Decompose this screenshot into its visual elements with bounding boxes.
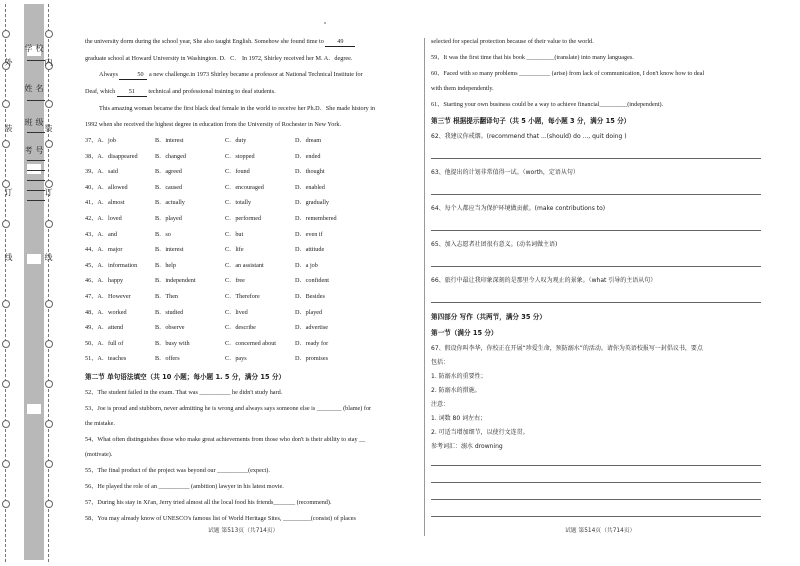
binding-hole <box>45 380 53 388</box>
option[interactable]: B．offers <box>155 355 180 363</box>
option[interactable]: 46、A．happy <box>85 277 124 285</box>
writing-prompt: 注意： <box>431 401 450 408</box>
option[interactable]: B．busy with <box>155 339 190 347</box>
option[interactable]: 43、A．and <box>85 230 117 238</box>
binding-hole <box>45 460 53 468</box>
option[interactable]: 51、A．teaches <box>85 355 127 363</box>
option[interactable]: B．actually <box>155 199 185 207</box>
exam-number-box <box>27 180 45 181</box>
option[interactable]: 47、A．However <box>85 292 131 300</box>
passage-line: graduate school at Howard University in Washington. D．C． In 1972, Shirley received her M. A．degree. <box>85 55 353 62</box>
binding-hole <box>2 100 10 108</box>
left-column <box>85 38 417 531</box>
binding-hole <box>45 30 53 38</box>
class-label: 班 <box>24 118 33 127</box>
option[interactable]: B．independent <box>155 277 196 285</box>
writing-prompt: 67、假设你叫李华，你校正在开展“珍爱生命，预防溺水”的活动。请你为英语校报写一封倡议书，要点 <box>431 345 703 352</box>
strip-label-inner: 订 <box>44 188 53 197</box>
writing-prompt: 参考词汇：溺水 drowning <box>431 443 503 450</box>
page-dot <box>324 22 326 24</box>
option[interactable]: B．interest <box>155 137 184 144</box>
name-label: 姓 <box>24 84 33 93</box>
binding-hole <box>2 220 10 228</box>
question: selected for special protection because of their value to the world. <box>431 38 594 45</box>
question: 59、It was the first time that his book _________(translate) into many languages. <box>431 54 634 61</box>
option[interactable]: C．totally <box>225 199 252 207</box>
option[interactable]: B．Then <box>155 292 179 300</box>
binding-hole <box>45 500 53 508</box>
option[interactable]: 49、A．attend <box>85 324 124 332</box>
passage <box>85 38 417 129</box>
passage-line: Always 50 a new challenge.in 1973 Shirley became a professor at National Technical Institute for <box>99 71 363 78</box>
column-divider <box>424 38 425 536</box>
part4-title: 第四部分 写作（共两节，满分 35 分） <box>431 313 546 321</box>
binding-hole <box>2 300 10 308</box>
option[interactable]: 37、A．job <box>85 137 116 144</box>
option-row <box>85 340 417 356</box>
option-row <box>85 246 417 262</box>
section3-title: 第三节 根据提示翻译句子（共 5 小题，每小题 3 分，满分 15 分） <box>431 117 631 125</box>
option[interactable]: B．studied <box>155 308 184 316</box>
question: (motivate). <box>85 450 113 458</box>
strip-label-outer: 外 <box>4 58 13 67</box>
strip-label-inner: 装 <box>44 124 53 133</box>
writing-line[interactable] <box>431 474 761 483</box>
option[interactable]: B．interest <box>155 246 184 254</box>
option-row <box>85 153 417 169</box>
option[interactable]: D．played <box>295 308 323 316</box>
option-row <box>85 199 417 215</box>
blank-50[interactable]: 50 <box>119 71 147 80</box>
writing-line[interactable] <box>431 508 761 517</box>
option[interactable]: D．advertise <box>295 324 328 332</box>
answer-line[interactable] <box>431 255 761 267</box>
exam-number-label: 号 <box>35 146 44 155</box>
binding-hole <box>2 500 10 508</box>
writing-prompt: 2. 防溺水的措施。 <box>431 387 481 394</box>
name-field[interactable] <box>27 100 45 101</box>
translation-question: 62、我建议你戒烟。(recommend that ...(should) do ..., quit doing ) <box>431 133 627 140</box>
question: 58、You may already know of UNESCO's famous list of World Heritage Sites, _________(consist) of places <box>85 514 356 522</box>
page-footer-left: 试题 第513页（共714页） <box>208 528 279 534</box>
exam-number-field[interactable] <box>27 160 45 161</box>
blank-51[interactable]: 51 <box>117 88 147 97</box>
school-label: 学 <box>24 44 33 53</box>
option[interactable]: C．Therefore <box>225 292 260 300</box>
option[interactable]: C．duty <box>225 137 247 144</box>
passage-line: Deaf, which 51 technical and professional training to deaf students. <box>85 88 276 95</box>
option[interactable]: C．encouraged <box>225 183 264 191</box>
option[interactable]: B．so <box>155 230 171 238</box>
option-row <box>85 231 417 247</box>
binding-hole <box>45 100 53 108</box>
option[interactable]: C．stopped <box>225 152 255 160</box>
strip-label-outer: 装 <box>4 124 13 133</box>
binding-hole <box>45 340 53 348</box>
option[interactable]: D．confident <box>295 277 330 285</box>
writing-prompt: 1. 词数 80 词左右； <box>431 415 487 422</box>
option[interactable]: D．remembered <box>295 214 337 222</box>
inner-cut-line <box>48 4 49 562</box>
binding-hole <box>45 420 53 428</box>
outer-cut-line <box>5 4 6 562</box>
option[interactable]: C．lived <box>225 308 248 316</box>
options-table <box>85 137 417 371</box>
translation-question: 65、加入志愿者社团很有意义。(动名词做主语) <box>431 241 558 248</box>
section1-title: 第一节（满分 15 分） <box>431 329 498 337</box>
binding-hole <box>2 180 10 188</box>
passage-line: This amazing woman became the first black deaf female in the world to receive her Ph.D．She made history in <box>99 105 376 112</box>
option[interactable]: D．even if <box>295 230 323 238</box>
option[interactable]: D．a job <box>295 261 318 269</box>
question: 53、Joe is proud and stubborn, never admitting he is wrong and always says someone else is ________ (blame) for <box>85 404 372 412</box>
binding-hole <box>45 180 53 188</box>
option[interactable]: B．changed <box>155 152 186 160</box>
answer-line[interactable] <box>431 183 761 195</box>
option[interactable]: 39、A．said <box>85 168 118 176</box>
translation-question: 66、旅行中最让我印象深刻的是那里令人叹为观止的景象。（what 引导的主语从句） <box>431 277 657 284</box>
writing-prompt: 包括： <box>431 359 450 366</box>
option-row <box>85 168 417 184</box>
option[interactable]: B．played <box>155 214 182 222</box>
option[interactable]: C．life <box>225 246 244 254</box>
option[interactable]: C．but <box>225 230 244 238</box>
option-row <box>85 277 417 293</box>
right-column <box>431 38 761 525</box>
option[interactable]: D．Besides <box>295 292 325 300</box>
option[interactable]: B．observe <box>155 324 185 332</box>
option-row <box>85 293 417 309</box>
class-label: 级 <box>35 118 44 127</box>
option[interactable]: D．gradually <box>295 199 330 207</box>
option-row <box>85 137 417 153</box>
binding-hole <box>2 460 10 468</box>
binding-hole <box>45 220 53 228</box>
option-row <box>85 262 417 278</box>
option[interactable]: C．found <box>225 168 250 176</box>
option[interactable]: 38、A．disappeared <box>85 152 138 160</box>
writing-prompt: 1. 防溺水的重要性； <box>431 373 487 380</box>
translation-question: 64、每个人都应当为保护环境做贡献。(make contributions to) <box>431 205 606 212</box>
question: 56、He played the role of an __________ (ambition) lawyer in his latest movie. <box>85 482 284 490</box>
option[interactable]: C．performed <box>225 214 262 222</box>
passage-line: 1992 when she received the highest degree in education from the University of Rochester in New York. <box>85 121 342 128</box>
section2-title: 第二节 单句语法填空（共 10 小题；每小题 1. 5 分，满分 15 分） <box>85 372 286 381</box>
binding-hole <box>2 420 10 428</box>
school-label: 校 <box>35 44 44 53</box>
option-row <box>85 215 417 231</box>
binding-hole <box>2 140 10 148</box>
option[interactable]: D．enabled <box>295 183 325 191</box>
binding-hole <box>45 140 53 148</box>
option[interactable]: C．concerned about <box>225 339 277 347</box>
question: the mistake. <box>85 419 115 427</box>
class-field[interactable] <box>27 132 45 133</box>
strip-label-inner: 内 <box>44 58 53 67</box>
option[interactable]: D．thought <box>295 168 325 176</box>
option-row <box>85 309 417 325</box>
option[interactable]: 45、A．information <box>85 261 138 269</box>
exam-number-box <box>27 200 45 201</box>
option[interactable]: C．an assistant <box>225 261 264 269</box>
strip-label-outer: 线 <box>4 253 13 262</box>
blank-49[interactable]: 49 <box>325 38 355 47</box>
translation-question: 63、他提出的计划非常值得一试。（worth，定语从句） <box>431 169 579 176</box>
option[interactable]: D．ended <box>295 152 321 160</box>
passage-line: the university dorm during the school year, She also taught English. Somehow she found time to 49 <box>85 38 417 47</box>
school-field[interactable] <box>27 60 45 61</box>
question: 52、The student failed in the exam. That was __________ he didn't study hard. <box>85 388 283 396</box>
option[interactable]: 42、A．loved <box>85 214 122 222</box>
option[interactable]: C．describe <box>225 324 256 332</box>
option-row <box>85 324 417 340</box>
writing-line[interactable] <box>431 457 761 466</box>
option[interactable]: B．agreed <box>155 168 182 176</box>
page-footer-right: 试题 第514页（共714页） <box>565 528 636 534</box>
option[interactable]: 44、A．major <box>85 246 123 254</box>
binding-hole <box>45 300 53 308</box>
binding-hole <box>2 30 10 38</box>
exam-number-label: 考 <box>24 146 33 155</box>
strip-label-inner: 线 <box>44 253 53 262</box>
question: 54、What often distinguishes those who make great achievements from those who don't is their ability to stay __ <box>85 435 366 443</box>
option-row <box>85 355 417 371</box>
answer-line[interactable] <box>431 291 761 303</box>
question: 57、During his stay in Xi'an, Jerry tried almost all the local food his friends_______ (recommend). <box>85 498 332 506</box>
exam-number-box <box>27 190 45 191</box>
option[interactable]: D．attitude <box>295 246 325 254</box>
question: 61、Starting your own business could be a way to achieve financial_________(independent). <box>431 101 664 108</box>
question: with them independently. <box>431 85 494 92</box>
option[interactable]: C．free <box>225 277 245 285</box>
option[interactable]: D．dream <box>295 137 322 144</box>
option[interactable]: D．promises <box>295 355 328 363</box>
strip-label-outer: 订 <box>4 188 13 197</box>
binding-hole <box>2 340 10 348</box>
answer-line[interactable] <box>431 219 761 231</box>
option[interactable]: 40、A．allowed <box>85 183 128 191</box>
option-row <box>85 184 417 200</box>
option[interactable]: C．pays <box>225 355 247 363</box>
binding-hole <box>2 380 10 388</box>
option[interactable]: B．help <box>155 261 176 269</box>
name-label: 名 <box>35 84 44 93</box>
option[interactable]: 48、A．worked <box>85 308 127 316</box>
exam-number-box <box>27 170 45 171</box>
question: 55、The final product of the project was beyond our __________(expect). <box>85 466 270 474</box>
question: 60、Faced with so many problems __________ (arise) from lack of communication, I don't know how to deal <box>431 70 705 77</box>
option[interactable]: D．ready for <box>295 339 329 347</box>
writing-line[interactable] <box>431 491 761 500</box>
option[interactable]: 50、A．full of <box>85 339 124 347</box>
answer-line[interactable] <box>431 147 761 159</box>
writing-prompt: 2. 可适当增加细节，以使行文连贯。 <box>431 429 529 436</box>
option[interactable]: B．caused <box>155 183 183 191</box>
option[interactable]: 41、A．almost <box>85 199 125 207</box>
